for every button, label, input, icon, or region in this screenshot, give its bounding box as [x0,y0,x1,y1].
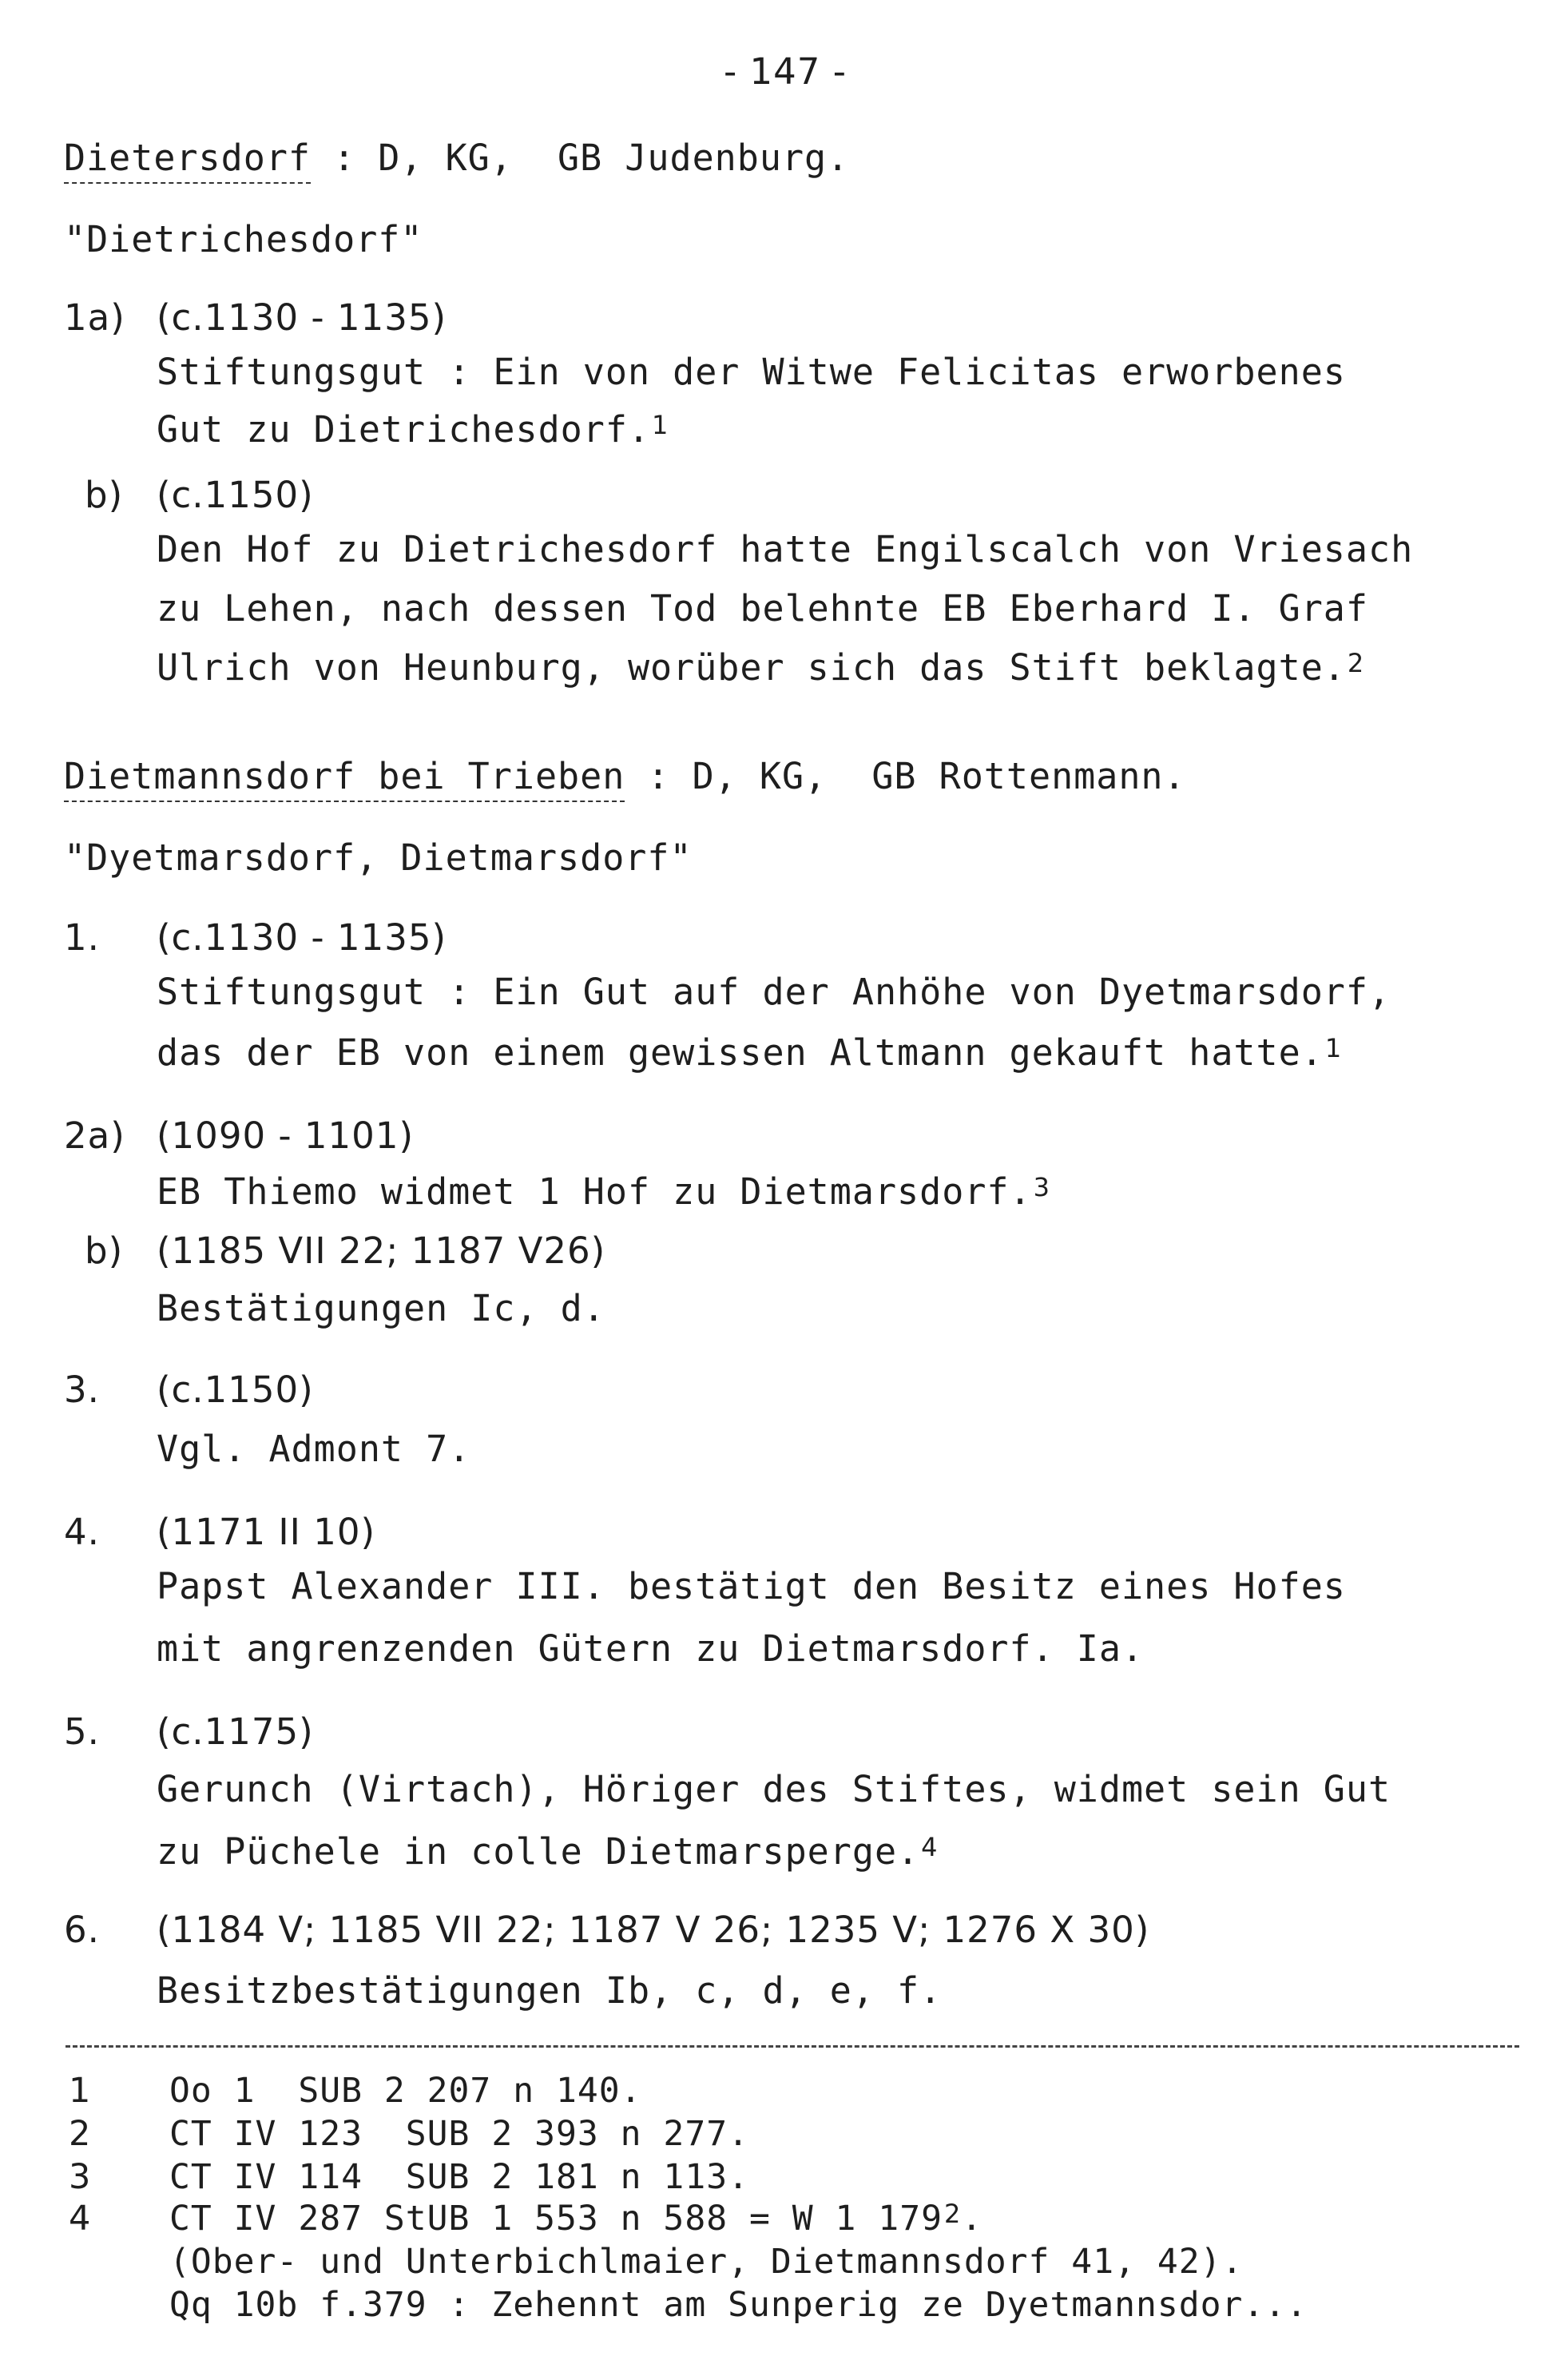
item-label: 1a) [64,296,125,339]
item-text-line [157,1031,1342,1075]
item-text-line: Stiftungsgut : Ein Gut auf der Anhöhe von Dyetmarsdorf, [157,971,1391,1013]
item-text: zu Püchele in colle Dietmarsperge. [157,1830,920,1873]
item-date: (c.1175) [157,1710,314,1753]
item-text-line [157,1170,1050,1214]
item-label: 1. [64,916,100,959]
item-date: (c.1150) [157,1369,314,1411]
footnote-superscript: 2 [943,2199,962,2229]
page-number: - 147 - [724,50,847,93]
item-text: das der EB von einem gewissen Altmann gekauft hatte. [157,1031,1324,1074]
place-name: Dietersdorf [64,137,311,184]
item-text: Gut zu Dietrichesdorf. [157,408,651,451]
footnote-continuation: Qq 10b f.379 : Zehennt am Sunperig ze Dyetmannsdor... [169,2285,1308,2325]
item-text-line: Den Hof zu Dietrichesdorf hatte Engilscalch von Vriesach [157,528,1414,570]
place-description: : D, KG, GB Rottenmann. [625,755,1186,797]
footnote-number: 3 [69,2157,91,2197]
footnote-ref: 2 [1347,648,1365,678]
footnote-tail: . [961,2199,983,2239]
item-text-line: zu Lehen, nach dessen Tod belehnte EB Eberhard I. Graf [157,587,1368,630]
footnote-ref: 1 [652,410,669,440]
item-text-line: Besitzbestätigungen Ib, c, d, e, f. [157,1969,943,2012]
item-date: (c.1130 - 1135) [157,916,447,959]
footnote-number: 2 [69,2114,91,2154]
item-date: (1185 VII 22; 1187 V26) [157,1230,606,1272]
historical-name: "Dietrichesdorf" [64,218,423,260]
item-text-line: mit angrenzenden Gütern zu Dietmarsdorf. Ia. [157,1627,1145,1670]
item-label: 6. [64,1909,100,1951]
item-text-line [157,1830,939,1874]
footnote-body: CT IV 287 StUB 1 553 n 588 = W 1 179 [169,2199,943,2239]
item-label: 4. [64,1511,100,1553]
item-text-line [157,407,669,452]
item-label: 2a) [64,1114,125,1157]
footnote-ref: 4 [921,1832,939,1862]
item-date: (1171 II 10) [157,1511,376,1553]
footnote-text: Oo 1 SUB 2 207 n 140. [169,2071,642,2111]
entry-heading [64,136,849,181]
item-label: 5. [64,1710,100,1753]
item-text: EB Thiemo widmet 1 Hof zu Dietmarsdorf. [157,1170,1032,1213]
item-label: 3. [64,1369,100,1411]
footnote-number: 4 [69,2199,91,2239]
footnote-text: CT IV 114 SUB 2 181 n 113. [169,2157,749,2197]
item-text-line: Stiftungsgut : Ein von der Witwe Felicitas erworbenes [157,351,1346,393]
place-description: : D, KG, GB Judenburg. [311,137,850,179]
item-label: b) [85,1230,124,1272]
footnote-divider [65,2045,1519,2048]
item-text-line: Bestätigungen Ic, d. [157,1287,605,1329]
entry-heading [64,754,1186,799]
item-date: (1090 - 1101) [157,1114,415,1157]
item-text: Ulrich von Heunburg, worüber sich das Stift beklagte. [157,646,1346,689]
historical-name: "Dyetmarsdorf, Dietmarsdorf" [64,836,693,879]
item-date: (c.1130 - 1135) [157,296,447,339]
item-date: (1184 V; 1185 VII 22; 1187 V 26; 1235 V; 1276 X 30) [157,1909,1150,1951]
item-date: (c.1150) [157,474,314,516]
footnote-text [169,2199,982,2239]
item-text-line: Papst Alexander III. bestätigt den Besitz eines Hofes [157,1565,1346,1607]
item-text-line [157,646,1364,690]
footnote-text: CT IV 123 SUB 2 393 n 277. [169,2114,749,2154]
footnote-number: 1 [69,2071,91,2111]
footnote-ref: 1 [1324,1033,1343,1063]
footnote-continuation: (Ober- und Unterbichlmaier, Dietmannsdorf 41, 42). [169,2242,1244,2282]
footnote-ref: 3 [1033,1172,1050,1202]
item-text-line: Gerunch (Virtach), Höriger des Stiftes, widmet sein Gut [157,1768,1391,1810]
item-text-line: Vgl. Admont 7. [157,1428,471,1470]
item-label: b) [85,474,124,516]
place-name: Dietmannsdorf bei Trieben [64,755,625,802]
